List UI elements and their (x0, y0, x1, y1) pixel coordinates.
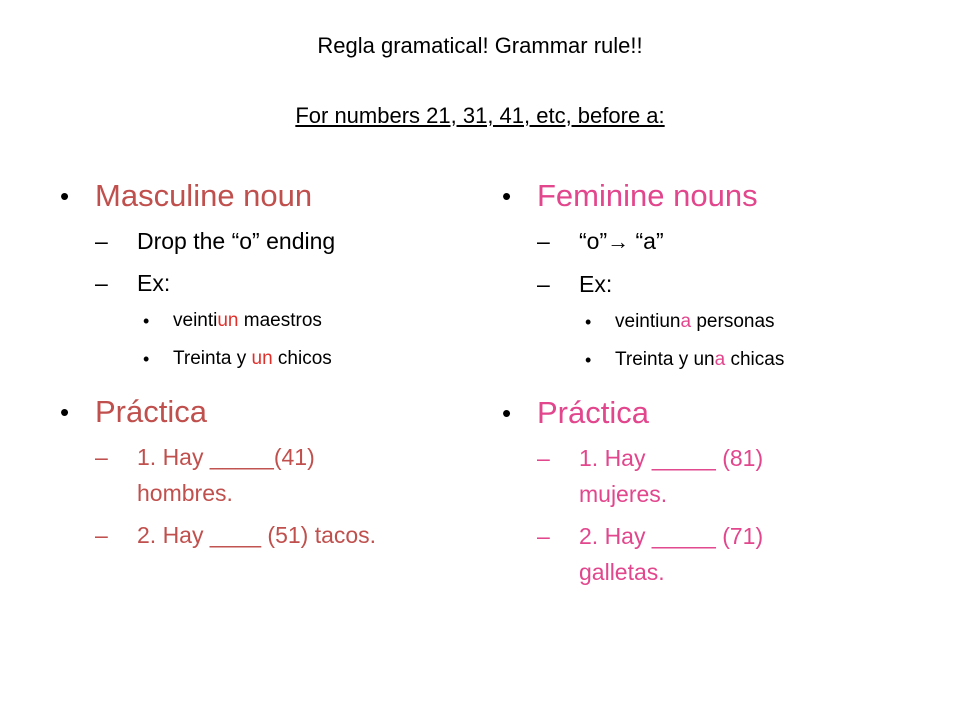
masculine-ex-label: – Ex: (95, 270, 171, 296)
arrow-right-icon: → (607, 229, 630, 254)
feminine-practice-heading: • Práctica (502, 392, 922, 434)
masculine-practice-heading: • Práctica (60, 391, 470, 433)
feminine-heading: • Feminine nouns (502, 175, 922, 217)
feminine-ex-label: – Ex: (537, 271, 613, 297)
feminine-practice-2: – 2. Hay _____ (71) galletas. (537, 523, 764, 585)
masculine-example-1: • veintiun maestros (143, 301, 470, 341)
masculine-rule: – Drop the “o” ending (95, 228, 336, 254)
title-line-2: For numbers 21, 31, 41, etc, before a: (295, 103, 665, 128)
masculine-example-2: • Treinta y un chicos (143, 341, 470, 377)
feminine-example-1: • veintiuna personas (585, 302, 922, 342)
feminine-rule: – “o”→ “a” (537, 228, 664, 254)
masculine-heading: • Masculine noun (60, 175, 470, 217)
masculine-practice-1: – 1. Hay _____(41) hombres. (95, 444, 315, 506)
title-line-1: Regla gramatical! Grammar rule!! (317, 33, 643, 58)
feminine-practice-1: – 1. Hay _____ (81) mujeres. (537, 445, 764, 507)
feminine-column (502, 175, 922, 590)
masculine-practice-2: – 2. Hay ____ (51) tacos. (95, 522, 377, 548)
masculine-column (60, 175, 470, 553)
feminine-example-2: • Treinta y una chicas (585, 342, 922, 378)
slide-title (0, 30, 960, 132)
